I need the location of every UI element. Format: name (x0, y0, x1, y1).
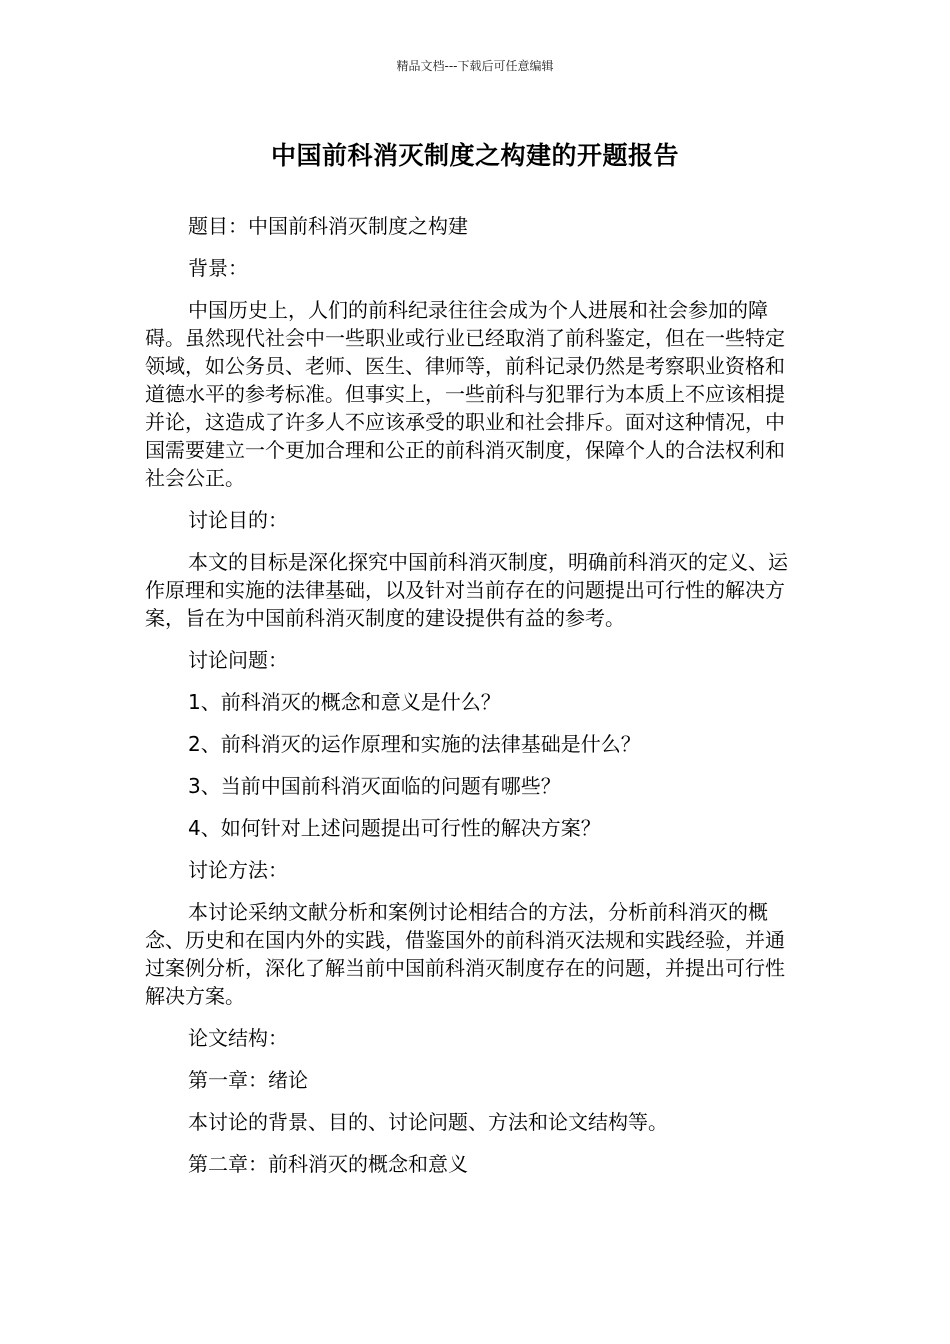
purpose-heading: 讨论目的： (188, 508, 288, 532)
questions-heading: 讨论问题： (188, 648, 288, 672)
background-heading: 背景： (188, 256, 248, 280)
method-paragraph: 本讨论采纳文献分析和案例讨论相结合的方法，分析前科消灭的概念、历史和在国内外的实践，借鉴国外的前科消灭法规和实践经验，并通过案例分析，深化了解当前中国前科消灭制度存在的问题，并提出可行性解决方案。 (145, 900, 785, 1008)
page-header: 精品文档---下载后可任意编辑 (396, 59, 554, 73)
topic-line: 题目：中国前科消灭制度之构建 (188, 214, 468, 238)
chapter-heading: 第二章：前科消灭的概念和意义 (188, 1152, 468, 1176)
question-item: 4、如何针对上述问题提出可行性的解决方案？ (188, 816, 601, 840)
chapter-heading: 第一章：绪论 (188, 1068, 308, 1092)
structure-heading: 论文结构： (188, 1026, 288, 1050)
chapter-description: 本讨论的背景、目的、讨论问题、方法和论文结构等。 (188, 1110, 668, 1134)
document-body (145, 212, 795, 1192)
document-title: 中国前科消灭制度之构建的开题报告 (270, 141, 679, 170)
method-heading: 讨论方法： (188, 858, 288, 882)
background-paragraph: 中国历史上，人们的前科纪录往往会成为个人进展和社会参加的障碍。虽然现代社会中一些职业或行业已经取消了前科鉴定，但在一些特定领域，如公务员、老师、医生、律师等，前科记录仍然是考察职业资格和道德水平的参考标准。但事实上，一些前科与犯罪行为本质上不应该相提并论，这造成了许多人不应该承受的职业和社会排斥。面对这种情况，中国需要建立一个更加合理和公正的前科消灭制度，保障个人的合法权利和社会公正。 (145, 298, 785, 490)
question-item: 1、前科消灭的概念和意义是什么？ (188, 690, 501, 714)
purpose-paragraph: 本文的目标是深化探究中国前科消灭制度，明确前科消灭的定义、运作原理和实施的法律基础，以及针对当前存在的问题提出可行性的解决方案，旨在为中国前科消灭制度的建设提供有益的参考。 (145, 550, 788, 630)
question-item: 2、前科消灭的运作原理和实施的法律基础是什么？ (188, 732, 641, 756)
question-item: 3、当前中国前科消灭面临的问题有哪些？ (188, 774, 561, 798)
